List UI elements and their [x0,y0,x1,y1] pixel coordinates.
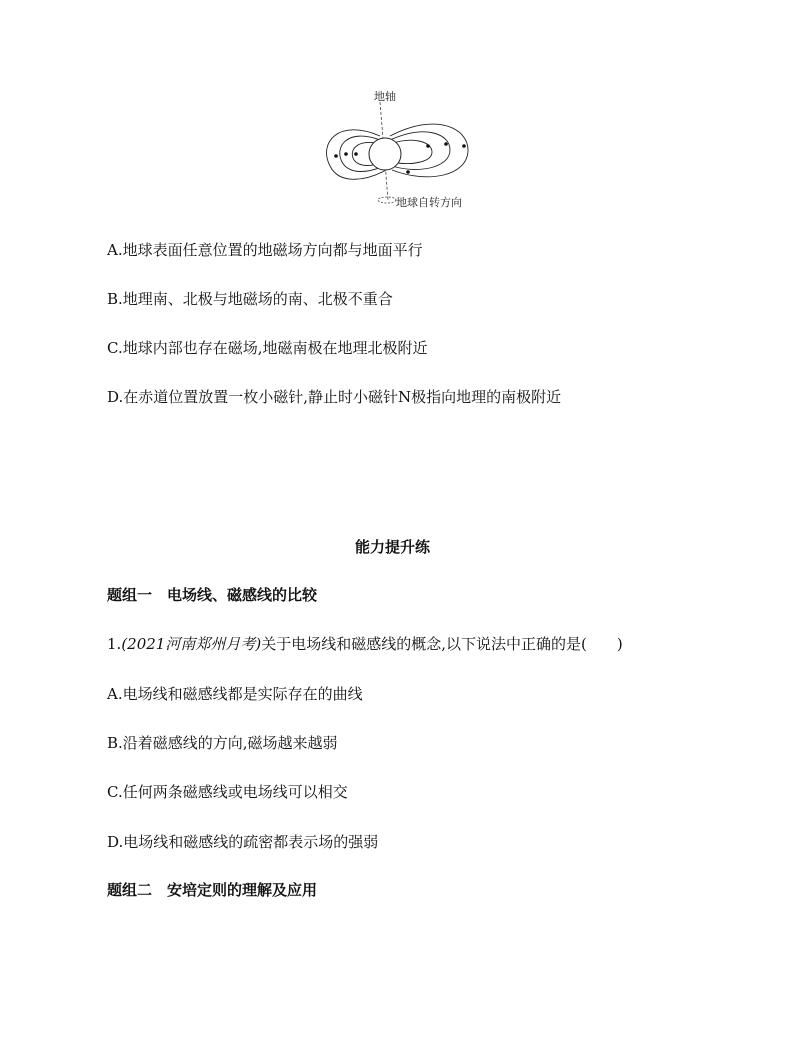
earth-magnetic-field-figure [318,88,488,216]
magnetic-field-diagram [318,88,488,216]
field-arrow [334,154,338,158]
q1-option-d: D.电场线和磁感线的疏密都表示场的强弱 [107,833,379,851]
question-text: 关于电场线和磁感线的概念,以下说法中正确的是( ) [261,635,623,653]
section-title: 能力提升练 [355,538,431,556]
option-c: C.地球内部也存在磁场,地磁南极在地理北极附近 [107,339,428,357]
option-b: B.地理南、北极与地磁场的南、北极不重合 [107,290,393,308]
field-arrow [344,152,348,156]
group-2-heading: 题组二 安培定则的理解及应用 [107,881,318,899]
question-1-stem [107,634,623,654]
rotation-label: 地球自转方向 [396,196,462,209]
field-arrow [462,144,466,148]
field-arrow [354,152,358,156]
question-number: 1. [107,635,122,653]
option-a: A.地球表面任意位置的地磁场方向都与地面平行 [107,241,423,259]
rotation-ellipse [378,197,396,203]
option-d: D.在赤道位置放置一枚小磁针,静止时小磁针N极指向地理的南极附近 [107,388,562,406]
group-1-heading: 题组一 电场线、磁感线的比较 [107,586,318,604]
field-arrow [426,144,430,148]
field-arrow [444,142,448,146]
axis-label: 地轴 [374,90,396,103]
q1-option-a: A.电场线和磁感线都是实际存在的曲线 [107,685,363,703]
question-source: (2021河南郑州月考) [121,635,262,653]
q1-option-b: B.沿着磁感线的方向,磁场越来越弱 [107,734,338,752]
q1-option-c: C.任何两条磁感线或电场线可以相交 [107,783,348,801]
field-arrow [406,170,410,174]
earth-globe [369,138,401,170]
